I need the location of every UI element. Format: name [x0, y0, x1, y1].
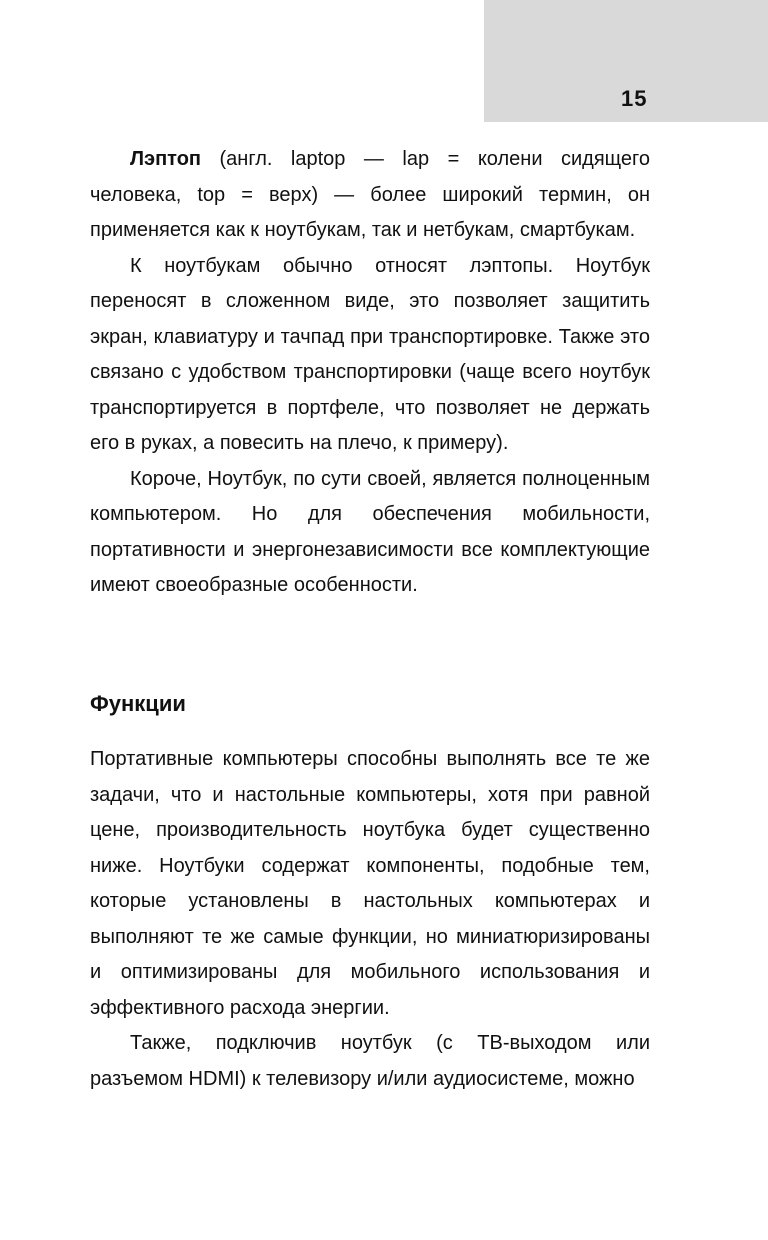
- paragraph-laptop-definition: [90, 142, 650, 249]
- paragraph-functions-overview: Портативные компьютеры способны выполнять все те же задачи, что и настольные компьютеры, хотя при равной цене, производительность ноутбука будет существенно ниже. Ноутбуки содержат компоненты, подобные тем, которые установлены в настольных компьютерах и выполняют те же самые функции, но миниатюризированы и оптимизированы для мобильного использования и эффективного расхода энергии.: [90, 748, 650, 1019]
- term-laptop: Лэптоп: [130, 148, 201, 170]
- paragraph-notebook-summary: Короче, Ноутбук, по сути своей, является полноценным компьютером. Но для обеспечения мобильности, портативности и энергонезависимости все комплектующие имеют своеобразные особенности.: [90, 467, 650, 596]
- laptop-definition-text: (англ. laptop — lap = колени сидящего человека, top = верх) — более широкий термин, он применяется как к ноутбукам, так и нетбукам, смартбукам.: [90, 148, 650, 241]
- section-heading-functions: Функции: [90, 691, 186, 716]
- intro-section: [90, 142, 650, 604]
- paragraph-notebook-portability: К ноутбукам обычно относят лэптопы. Ноутбук переносят в сложенном виде, это позволяет защитить экран, клавиатуру и тачпад при транспортировке. Также это связано с удобством транспортировки (чаще всего ноутбук транспортируется в портфеле, что позволяет не держать его в руках, а повесить на плечо, к примеру).: [90, 254, 650, 454]
- page-number: 15: [621, 86, 648, 111]
- functions-section: [90, 742, 650, 1097]
- paragraph-tv-connection: Также, подключив ноутбук (с ТВ-выходом или разъемом HDMI) к телевизору и/или аудиосистеме, можно: [90, 1032, 650, 1090]
